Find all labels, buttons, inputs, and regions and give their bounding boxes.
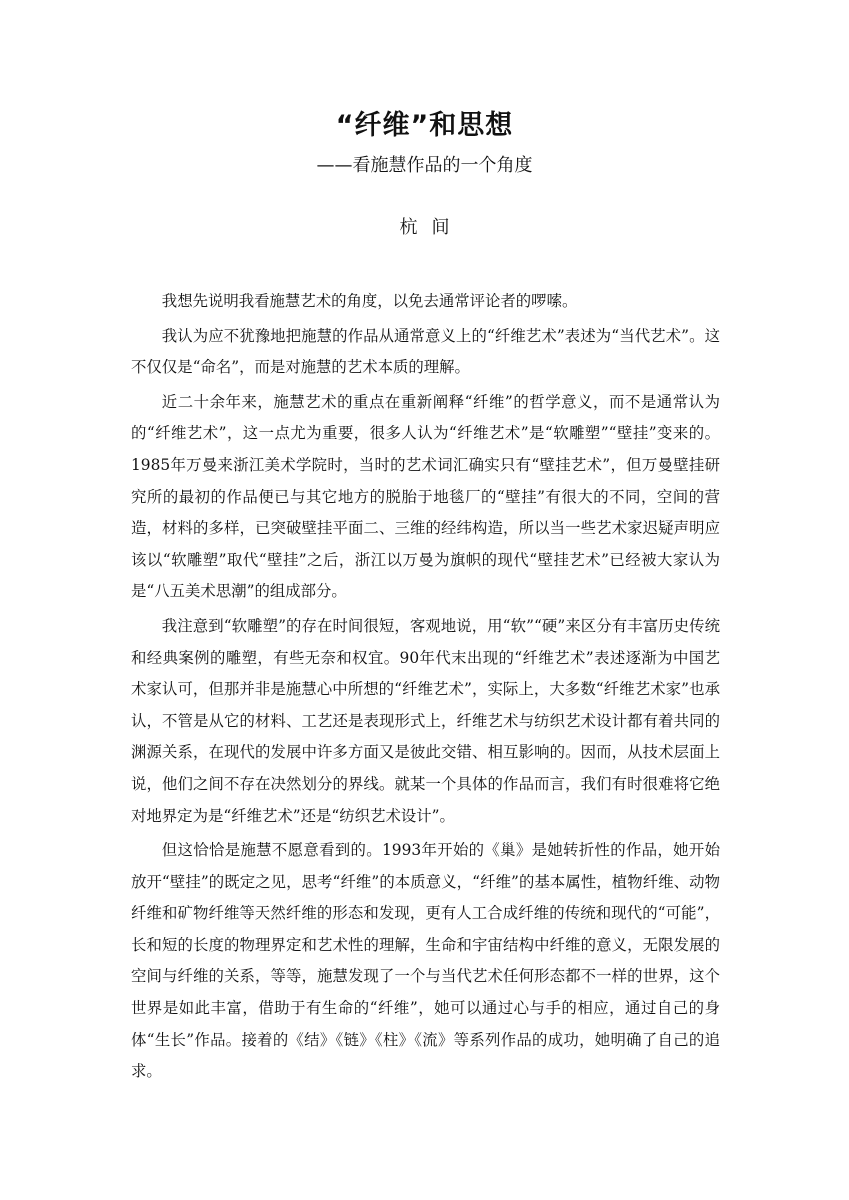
- article-subtitle: ——看施慧作品的一个角度: [316, 155, 533, 176]
- paragraph: 我注意到“软雕塑”的存在时间很短，客观地说，用“软”“硬”来区分有丰富历史传统和经典案例的雕塑，有些无奈和权宜。90年代末出现的“纤维艺术”表述逐渐为中国艺术家认可，但那并非是施慧心中所想的“纤维艺术”，实际上，大多数“纤维艺术家”也承认，不管是从它的材料、工艺还是表现形式上，纤维艺术与纺织艺术设计都有着共同的渊源关系，在现代的发展中许多方面又是彼此交错、相互影响的。因而，从技术层面上说，他们之间不存在决然划分的界线。就某一个具体的作品而言，我们有时很难将它绝对地界定为是“纤维艺术”还是“纺织艺术设计”。: [131, 616, 720, 825]
- article-title: “纤维”和思想: [335, 110, 514, 141]
- paragraph: 我想先说明我看施慧艺术的角度，以免去通常评论者的啰嗦。: [161, 292, 578, 310]
- article-body: [131, 286, 720, 1091]
- paragraph: 近二十余年来，施慧艺术的重点在重新阐释“纤维”的哲学意义，而不是通常认为的“纤维艺术”，这一点尤为重要，很多人认为“纤维艺术”是“软雕塑”“壁挂”变来的。1985年万曼来浙江美术学院时，当时的艺术词汇确实只有“壁挂艺术”，但万曼壁挂研究所的最初的作品便已与其它地方的脱胎于地毯厂的“壁挂”有很大的不同，空间的营造，材料的多样，已突破壁挂平面二、三维的经纬构造，所以当一些艺术家迟疑声明应该以“软雕塑”取代“壁挂”之后，浙江以万曼为旗帜的现代“壁挂艺术”已经被大家认为是“八五美术思潮”的组成部分。: [131, 392, 720, 601]
- paragraph: 我认为应不犹豫地把施慧的作品从通常意义上的“纤维艺术”表述为“当代艺术”。这不仅仅是“命名”，而是对施慧的艺术本质的理解。: [131, 326, 720, 377]
- paragraph: 但这恰恰是施慧不愿意看到的。1993年开始的《巢》是她转折性的作品，她开始放开“壁挂”的既定之见，思考“纤维”的本质意义，“纤维”的基本属性，植物纤维、动物纤维和矿物纤维等天然纤维的形态和发现，更有人工合成纤维的传统和现代的“可能”，长和短的长度的物理界定和艺术性的理解，生命和宇宙结构中纤维的意义，无限发展的空间与纤维的关系，等等，施慧发现了一个与当代艺术任何形态都不一样的世界，这个世界是如此丰富，借助于有生命的“纤维”，她可以通过心与手的相应，通过自己的身体“生长”作品。接着的《结》《链》《柱》《流》等系列作品的成功，她明确了自己的追求。: [131, 841, 720, 1081]
- author-name: 杭间: [399, 217, 464, 238]
